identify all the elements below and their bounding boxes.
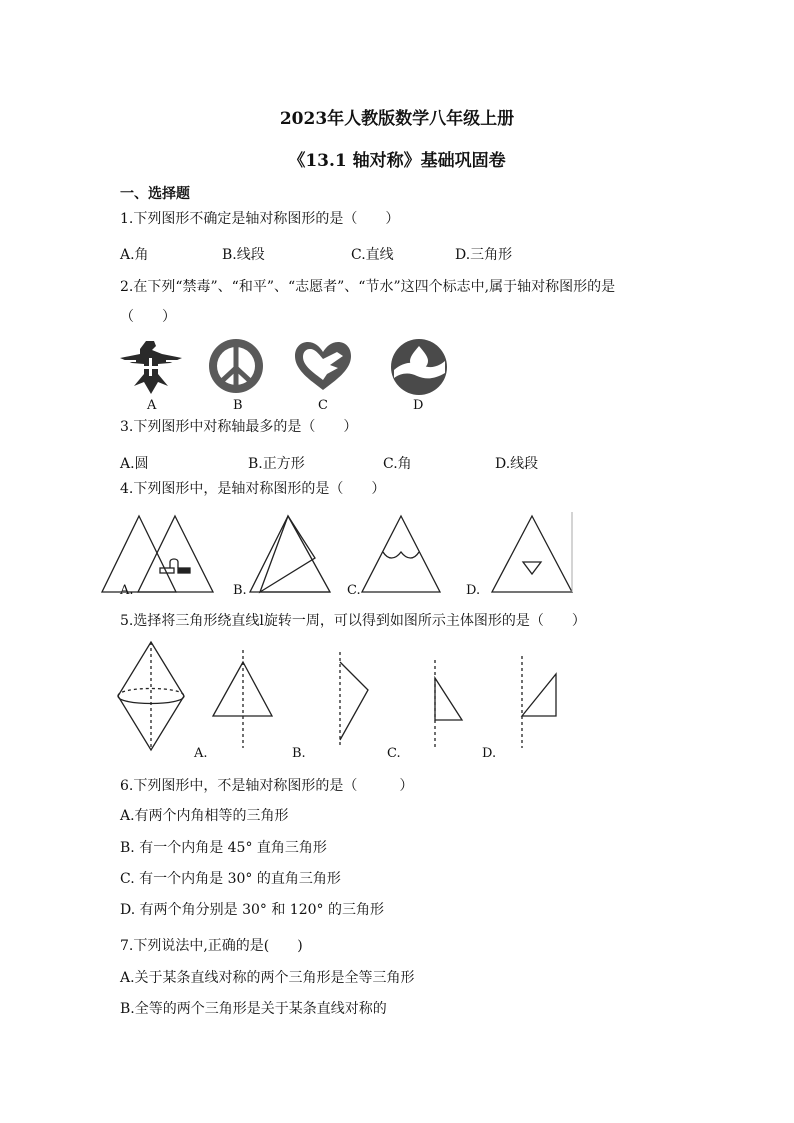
q3-stem: 3.下列图形中对称轴最多的是（ ） xyxy=(120,419,358,435)
q4-triangle-d-outline xyxy=(492,516,572,592)
q5-label-c: C. xyxy=(387,746,401,761)
water-saving-logo xyxy=(389,338,449,396)
q5-figures xyxy=(118,640,568,752)
q3-option-a: A.圆 xyxy=(120,456,149,472)
q4-triangle-c-wave xyxy=(383,552,419,558)
q2-stem-continued: （ ） xyxy=(120,309,176,325)
q6-option-a: A.有两个内角相等的三角形 xyxy=(120,808,289,824)
document-subtitle: 《13.1 轴对称》基础巩固卷 xyxy=(288,151,506,171)
q5-label-a: A. xyxy=(194,746,208,761)
q5-label-b: B. xyxy=(292,746,306,761)
section-heading: 一、选择题 xyxy=(120,186,190,202)
q4-triangle-b-inner xyxy=(260,516,315,592)
q5-option-b xyxy=(340,652,368,748)
q3-option-c: C.角 xyxy=(383,456,412,472)
q4-triangle-a-outline xyxy=(138,516,213,592)
q5-option-c xyxy=(435,660,462,748)
peace-logo xyxy=(208,338,264,394)
q5-stem: 5.选择将三角形绕直线l旋转一周，可以得到如图所示主体图形的是（ ） xyxy=(120,613,586,629)
q2-label-d: D xyxy=(413,398,424,413)
q6-option-d: D. 有两个角分别是 30° 和 120° 的三角形 xyxy=(120,902,384,918)
q6-option-c: C. 有一个内角是 30° 的直角三角形 xyxy=(120,871,341,887)
q4-triangle-a-symbol xyxy=(160,559,190,573)
q1-option-c: C.直线 xyxy=(351,247,394,263)
q4-label-d: D. xyxy=(466,583,481,598)
q4-label-a: A. xyxy=(120,583,134,598)
q2-label-b: B xyxy=(233,398,243,413)
q2-stem: 2.在下列“禁毒”、“和平”、“志愿者”、“节水”这四个标志中,属于轴对称图形的是 xyxy=(120,279,616,295)
q7-option-a: A.关于某条直线对称的两个三角形是全等三角形 xyxy=(120,970,415,986)
q4-triangle-d-inner xyxy=(523,562,541,574)
anti-drug-logo xyxy=(118,338,184,396)
q6-option-b: B. 有一个内角是 45° 直角三角形 xyxy=(120,840,327,856)
q5-option-a xyxy=(213,650,272,748)
q2-label-a: A xyxy=(147,398,157,413)
volunteer-logo xyxy=(292,338,354,394)
q2-label-c: C xyxy=(318,398,328,413)
q4-label-c: C. xyxy=(347,583,361,598)
q5-label-d: D. xyxy=(482,746,497,761)
q7-stem: 7.下列说法中,正确的是( ) xyxy=(120,938,303,954)
q4-triangle-a xyxy=(102,516,176,592)
q3-option-b: B.正方形 xyxy=(248,456,305,472)
q1-stem: 1.下列图形不确定是轴对称图形的是（ ） xyxy=(120,211,400,227)
q4-triangle-b-outline xyxy=(250,516,330,592)
q1-option-d: D.三角形 xyxy=(455,247,513,263)
q3-option-d: D.线段 xyxy=(495,456,539,472)
q4-stem: 4.下列图形中，是轴对称图形的是（ ） xyxy=(120,481,386,497)
q5-option-d xyxy=(522,656,556,748)
q5-solid xyxy=(118,642,184,750)
q4-label-b: B. xyxy=(233,583,247,598)
q1-option-b: B.线段 xyxy=(222,247,265,263)
q4-triangle-c-outline xyxy=(362,516,440,592)
q6-stem: 6.下列图形中，不是轴对称图形的是（ ） xyxy=(120,778,414,794)
q1-option-a: A.角 xyxy=(120,247,149,263)
q7-option-b: B.全等的两个三角形是关于某条直线对称的 xyxy=(120,1001,387,1017)
document-title: 2023年人教版数学八年级上册 xyxy=(279,109,515,129)
